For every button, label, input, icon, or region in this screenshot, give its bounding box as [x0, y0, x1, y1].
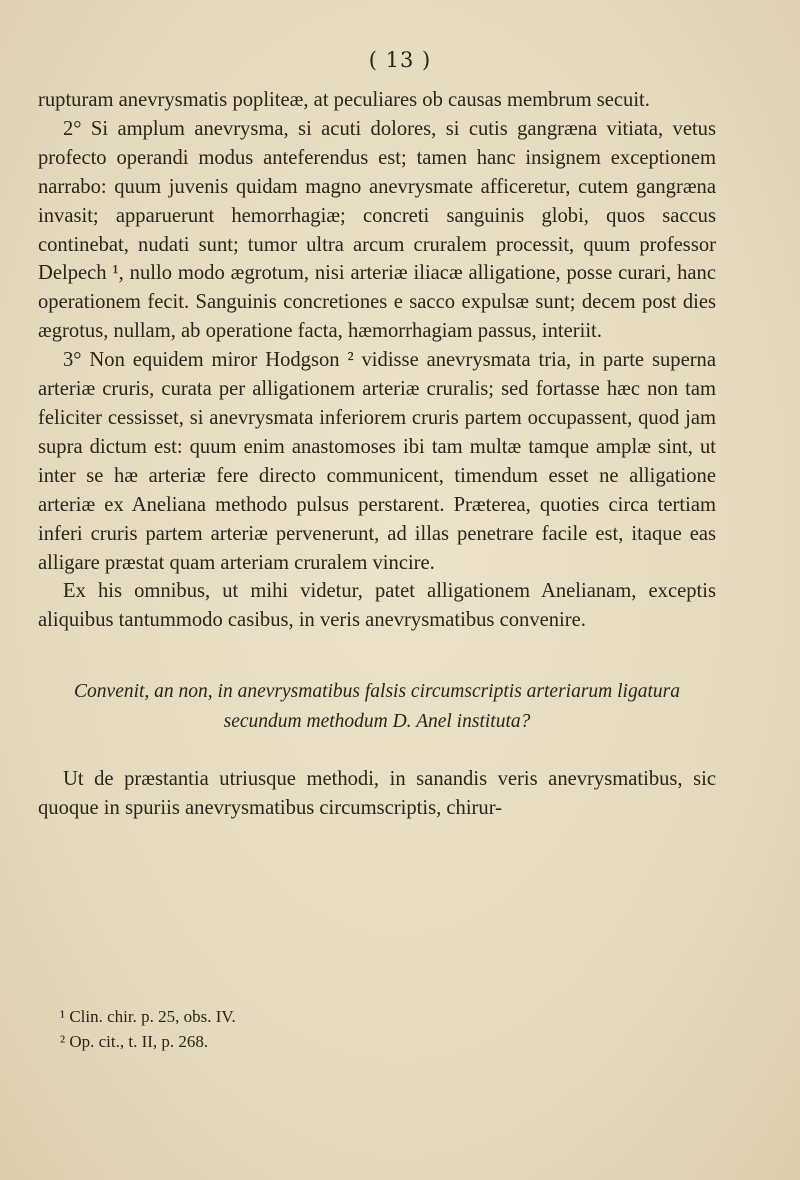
paragraph-3: 3° Non equidem miror Hodgson ² vidisse anevrysmata tria, in parte superna arteriæ cruris, curata per alligationem arteriæ cruralis; sed fortasse hæc non tam feliciter cessisset, si anevrysmata inferiorem cruris partem occupassent, quod jam supra dictum est: quum enim anastomoses ibi tam multæ tamque amplæ sint, ut inter se hæ arteriæ fere directo communicent, timendum esset ne alligatione arteriæ ex Aneliana methodo pulsus perstarent. Præterea, quoties circa tertiam inferi cruris partem arteriæ pervenerunt, ad illas penetrare facile est, itaque eas alligare præstat quam arteriam cruralem vincire. [38, 349, 716, 574]
paragraph-conclusion: Ex his omnibus, ut mihi videtur, patet alligationem Anelianam, exceptis aliquibus tantummodo casibus, in veris anevrysmatibus convenire. [38, 580, 716, 632]
footnote-1: ¹ Clin. chir. p. 25, obs. IV. [60, 1007, 236, 1026]
page-number: ( 13 ) [368, 48, 432, 72]
section-heading: Convenit, an non, in anevrysmatibus falsis circumscriptis arteriarum ligatura secundum methodum D. Anel instituta? [74, 681, 680, 733]
main-text [38, 86, 716, 823]
paragraph-continuation: rupturam anevrysmatis popliteæ, at peculiares ob causas membrum secuit. [38, 89, 650, 111]
footnote-2: ² Op. cit., t. II, p. 268. [60, 1032, 209, 1051]
paragraph-new-section: Ut de præstantia utriusque methodi, in sanandis veris anevrysmatibus, sic quoque in spuriis anevrysmatibus circumscriptis, chirur- [38, 768, 716, 820]
paragraph-2: 2° Si amplum anevrysma, si acuti dolores, si cutis gangræna vitiata, vetus profecto operandi modus anteferendus est; tamen hanc insignem exceptionem narrabo: quum juvenis quidam magno anevrysmate afficeretur, cutem gangræna invasit; apparuerunt hemorrhagiæ; concreti sanguinis globi, quos saccus continebat, nudati sunt; tumor ultra arcum cruralem processit, quum professor Delpech ¹, nullo modo ægrotum, nisi arteriæ iliacæ alligatione, posse curari, hanc operationem fecit. Sanguinis concretiones e sacco expulsæ sunt; decem post dies ægrotus, nullam, ab operatione facta, hæmorrhagiam passus, interiit. [38, 117, 716, 343]
footnotes [60, 1004, 700, 1054]
